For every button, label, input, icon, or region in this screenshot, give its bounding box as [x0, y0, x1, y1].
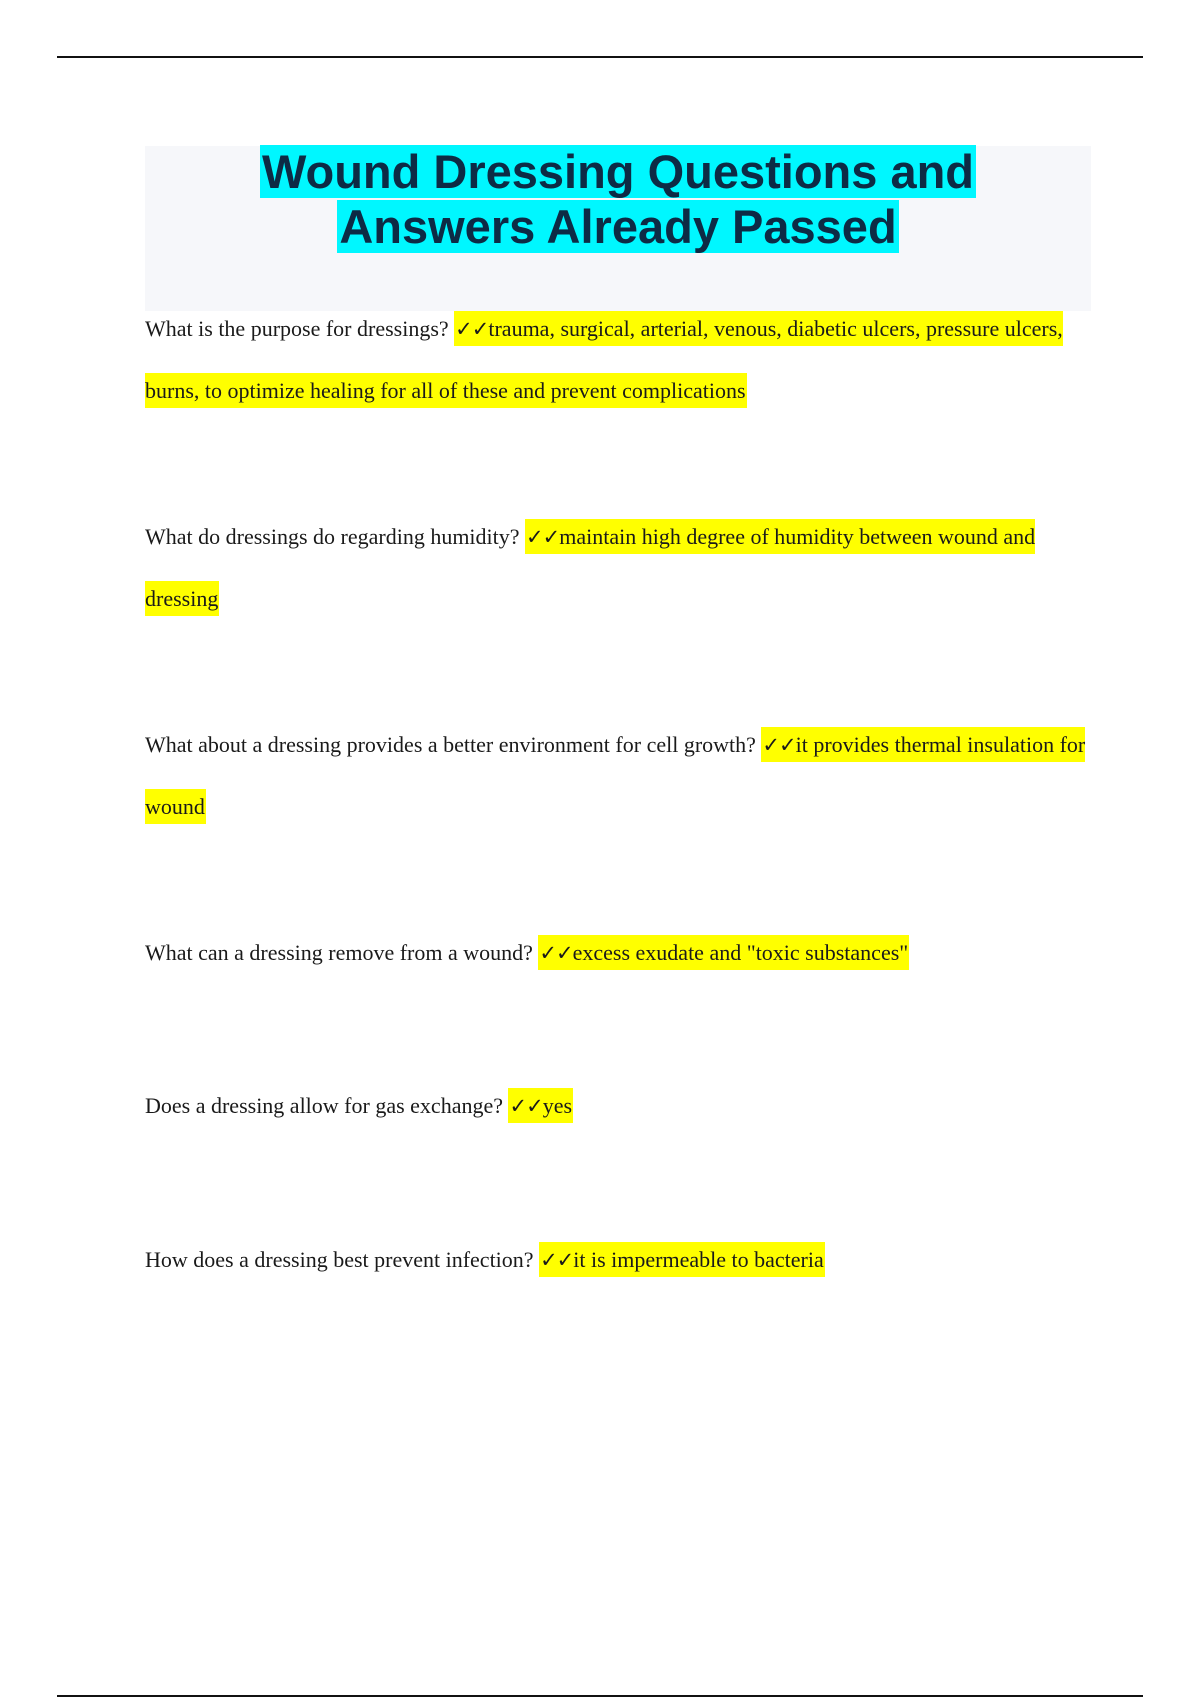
qa-item-3	[145, 714, 1095, 837]
qa-item-5	[145, 1075, 1095, 1137]
question-text: What is the purpose for dressings?	[145, 316, 449, 341]
double-check-icon: ✓✓	[540, 1248, 574, 1272]
question-text: How does a dressing best prevent infection?	[145, 1247, 534, 1272]
answer-highlight	[538, 935, 909, 970]
question-text: Does a dressing allow for gas exchange?	[145, 1093, 503, 1118]
answer-text: yes	[542, 1093, 573, 1118]
question-text: What do dressings do regarding humidity?	[145, 524, 520, 549]
qa-item-2	[145, 506, 1095, 629]
qa-item-6	[145, 1229, 1095, 1291]
header-rule	[57, 56, 1143, 58]
document-title-line-2: Answers Already Passed	[339, 200, 897, 253]
answer-highlight	[508, 1088, 573, 1123]
answer-text: maintain high degree of humidity between wound and dressing	[145, 524, 1036, 611]
qa-item-1	[145, 298, 1095, 421]
qa-item-4	[145, 922, 1095, 984]
footer-rule	[57, 1695, 1143, 1697]
double-check-icon: ✓✓	[455, 317, 489, 341]
answer-text: it provides thermal insulation for wound	[145, 732, 1086, 819]
double-check-icon: ✓✓	[539, 941, 573, 965]
question-text: What can a dressing remove from a wound?	[145, 940, 533, 965]
document-title-line-1: Wound Dressing Questions and	[261, 145, 975, 198]
answer-text: trauma, surgical, arterial, venous, diabetic ulcers, pressure ulcers, burns, to optimize healing for all of these and prevent complications	[145, 316, 1063, 403]
double-check-icon: ✓✓	[762, 733, 796, 757]
double-check-icon: ✓✓	[509, 1094, 543, 1118]
document-title	[145, 144, 1091, 254]
answer-text: excess exudate and "toxic substances"	[572, 940, 909, 965]
answer-highlight	[539, 1242, 825, 1277]
answer-text: it is impermeable to bacteria	[573, 1247, 824, 1272]
question-text: What about a dressing provides a better environment for cell growth?	[145, 732, 756, 757]
double-check-icon: ✓✓	[526, 525, 560, 549]
